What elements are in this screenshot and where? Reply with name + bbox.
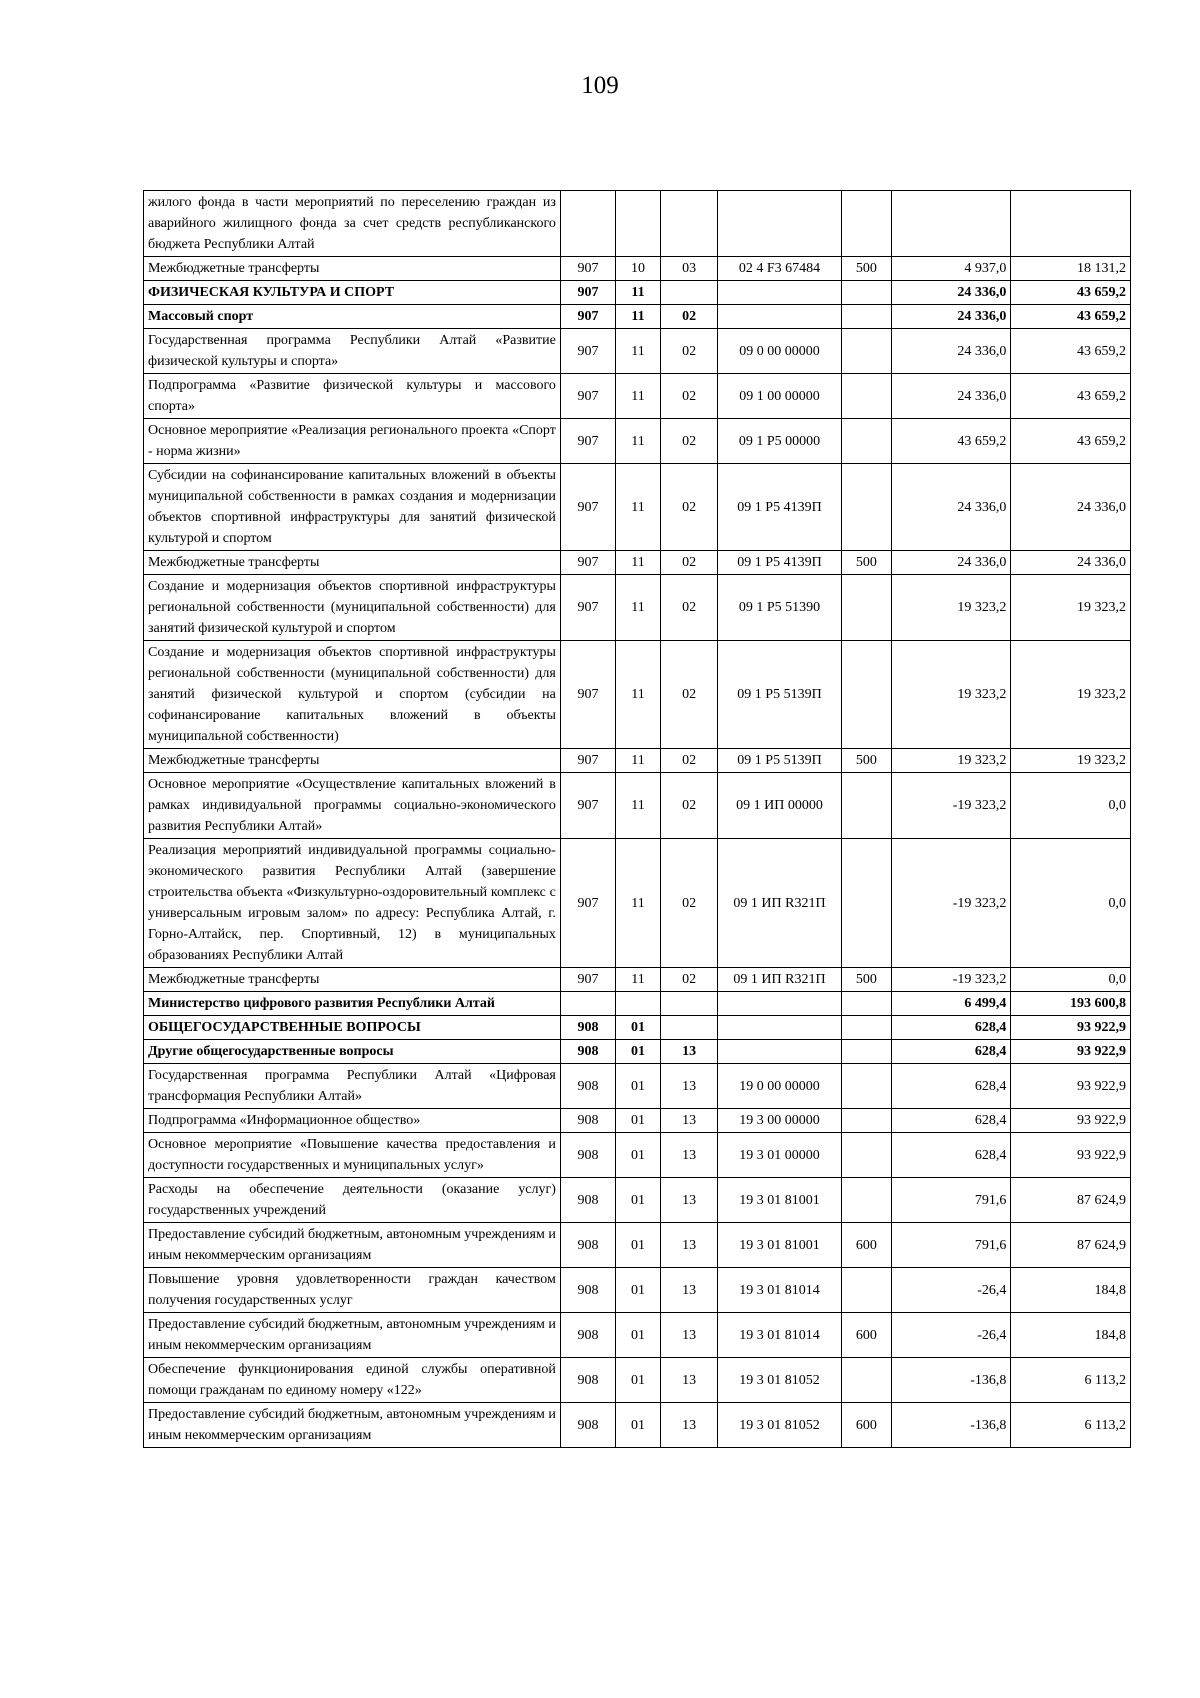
section-code: 11 [616,749,661,773]
expense-type-code [841,305,891,329]
item-name: Массовый спорт [144,305,561,329]
table-row [144,305,1131,329]
item-name: Основное мероприятие «Осуществление капитальных вложений в рамках индивидуальной программы социально-экономического развития Республики Алтай» [144,773,561,839]
item-name: Государственная программа Республики Алтай «Развитие физической культуры и спорта» [144,329,561,374]
item-name: Предоставление субсидий бюджетным, автономным учреждениям и иным некоммерческим организациям [144,1313,561,1358]
item-name: Субсидии на софинансирование капитальных вложений в объекты муниципальной собственности в рамках создания и модернизации объектов спортивной инфраструктуры для занятий физической культурой и спортом [144,464,561,551]
expense-type-code [841,641,891,749]
amount-first: -19 323,2 [891,968,1011,992]
table-row [144,329,1131,374]
amount-first: 628,4 [891,1064,1011,1109]
table-row [144,773,1131,839]
table-row [144,1178,1131,1223]
expense-type-code [841,773,891,839]
item-name: ФИЗИЧЕСКАЯ КУЛЬТУРА И СПОРТ [144,281,561,305]
item-name: Подпрограмма «Информационное общество» [144,1109,561,1133]
amount-first: -26,4 [891,1268,1011,1313]
section-code: 11 [616,281,661,305]
item-name: Повышение уровня удовлетворенности граждан качеством получения государственных услуг [144,1268,561,1313]
subsection-code [660,1016,717,1040]
item-name: ОБЩЕГОСУДАРСТВЕННЫЕ ВОПРОСЫ [144,1016,561,1040]
amount-second: 87 624,9 [1011,1223,1131,1268]
subsection-code: 13 [660,1223,717,1268]
expense-type-code: 600 [841,1403,891,1448]
amount-second: 93 922,9 [1011,1133,1131,1178]
section-code: 11 [616,641,661,749]
table-row [144,464,1131,551]
table-row [144,1268,1131,1313]
budget-table [143,190,1131,1448]
subsection-code: 02 [660,968,717,992]
amount-first: -136,8 [891,1403,1011,1448]
subsection-code: 02 [660,329,717,374]
section-code: 01 [616,1133,661,1178]
expense-type-code: 600 [841,1223,891,1268]
table-row [144,257,1131,281]
expense-type-code [841,191,891,257]
item-name: Реализация мероприятий индивидуальной программы социально-экономического развития Республики Алтай (завершение строительства объекта «Физкультурно-оздоровительный комплекс с универсальным игровым залом» по адресу: Республика Алтай, г. Горно-Алтайск, пер. Спортивный, 12) в муниципальных образованиях Республики Алтай [144,839,561,968]
target-article-code: 19 3 01 81052 [718,1403,842,1448]
expense-type-code: 600 [841,1313,891,1358]
target-article-code: 02 4 F3 67484 [718,257,842,281]
target-article-code: 19 3 01 81052 [718,1358,842,1403]
item-name: Межбюджетные трансферты [144,551,561,575]
table-row [144,839,1131,968]
amount-first: 24 336,0 [891,329,1011,374]
subsection-code: 13 [660,1178,717,1223]
amount-second: 0,0 [1011,968,1131,992]
amount-second: 93 922,9 [1011,1109,1131,1133]
amount-second: 43 659,2 [1011,419,1131,464]
ministry-code: 908 [560,1109,615,1133]
amount-second: 93 922,9 [1011,1064,1131,1109]
amount-first: 24 336,0 [891,281,1011,305]
amount-first: 19 323,2 [891,575,1011,641]
ministry-code: 908 [560,1223,615,1268]
section-code: 01 [616,1016,661,1040]
section-code: 01 [616,1109,661,1133]
item-name: Другие общегосударственные вопросы [144,1040,561,1064]
expense-type-code: 500 [841,257,891,281]
ministry-code: 907 [560,305,615,329]
subsection-code: 02 [660,419,717,464]
table-row [144,551,1131,575]
ministry-code: 907 [560,773,615,839]
amount-first: 19 323,2 [891,749,1011,773]
table-row [144,1064,1131,1109]
table-row [144,1133,1131,1178]
item-name: Основное мероприятие «Повышение качества предоставления и доступности государственных и муниципальных услуг» [144,1133,561,1178]
section-code: 01 [616,1178,661,1223]
amount-first: 24 336,0 [891,305,1011,329]
ministry-code: 908 [560,1178,615,1223]
ministry-code: 908 [560,1313,615,1358]
ministry-code: 907 [560,641,615,749]
subsection-code: 02 [660,575,717,641]
item-name: Подпрограмма «Развитие физической культуры и массового спорта» [144,374,561,419]
ministry-code: 908 [560,1268,615,1313]
expense-type-code [841,1268,891,1313]
subsection-code: 13 [660,1133,717,1178]
ministry-code: 907 [560,464,615,551]
target-article-code: 09 1 P5 5139П [718,749,842,773]
target-article-code: 09 1 P5 4139П [718,464,842,551]
amount-second: 24 336,0 [1011,551,1131,575]
subsection-code: 13 [660,1040,717,1064]
table-row [144,1403,1131,1448]
expense-type-code: 500 [841,968,891,992]
target-article-code [718,281,842,305]
target-article-code: 19 3 01 81014 [718,1313,842,1358]
subsection-code: 02 [660,839,717,968]
expense-type-code [841,1109,891,1133]
ministry-code: 907 [560,575,615,641]
target-article-code: 09 1 00 00000 [718,374,842,419]
target-article-code [718,992,842,1016]
ministry-code: 907 [560,257,615,281]
item-name: Государственная программа Республики Алтай «Цифровая трансформация Республики Алтай» [144,1064,561,1109]
amount-first: 6 499,4 [891,992,1011,1016]
table-row [144,1358,1131,1403]
item-name: жилого фонда в части мероприятий по переселению граждан из аварийного жилищного фонда за счет средств республиканского бюджета Республики Алтай [144,191,561,257]
ministry-code: 908 [560,1016,615,1040]
ministry-code: 907 [560,374,615,419]
section-code: 01 [616,1064,661,1109]
section-code: 01 [616,1040,661,1064]
target-article-code: 09 1 P5 4139П [718,551,842,575]
ministry-code: 907 [560,419,615,464]
table-row [144,1313,1131,1358]
expense-type-code [841,281,891,305]
subsection-code: 02 [660,464,717,551]
amount-first: 628,4 [891,1133,1011,1178]
amount-first: 791,6 [891,1178,1011,1223]
expense-type-code [841,1358,891,1403]
target-article-code [718,1016,842,1040]
item-name: Министерство цифрового развития Республики Алтай [144,992,561,1016]
target-article-code: 09 1 ИП R321П [718,839,842,968]
table-row [144,641,1131,749]
section-code: 01 [616,1268,661,1313]
section-code [616,992,661,1016]
expense-type-code [841,464,891,551]
amount-second: 0,0 [1011,773,1131,839]
target-article-code: 19 3 01 00000 [718,1133,842,1178]
amount-second: 6 113,2 [1011,1403,1131,1448]
subsection-code: 13 [660,1064,717,1109]
amount-first: -136,8 [891,1358,1011,1403]
expense-type-code: 500 [841,551,891,575]
expense-type-code [841,329,891,374]
item-name: Предоставление субсидий бюджетным, автономным учреждениям и иным некоммерческим организациям [144,1223,561,1268]
item-name: Основное мероприятие «Реализация регионального проекта «Спорт - норма жизни» [144,419,561,464]
expense-type-code [841,839,891,968]
target-article-code: 09 1 ИП 00000 [718,773,842,839]
amount-second: 93 922,9 [1011,1040,1131,1064]
target-article-code: 09 0 00 00000 [718,329,842,374]
item-name: Межбюджетные трансферты [144,257,561,281]
ministry-code: 907 [560,749,615,773]
amount-first: 24 336,0 [891,464,1011,551]
expense-type-code [841,1016,891,1040]
target-article-code: 09 1 ИП R321П [718,968,842,992]
amount-second: 43 659,2 [1011,305,1131,329]
section-code: 11 [616,839,661,968]
item-name: Создание и модернизация объектов спортивной инфраструктуры региональной собственности (муниципальной собственности) для занятий физической культурой и спортом (субсидии на софинансирование капитальных вложений в объекты муниципальной собственности) [144,641,561,749]
amount-second: 19 323,2 [1011,575,1131,641]
table-row [144,749,1131,773]
section-code: 10 [616,257,661,281]
budget-table-body [144,191,1131,1448]
amount-second: 43 659,2 [1011,281,1131,305]
amount-second: 43 659,2 [1011,374,1131,419]
ministry-code: 908 [560,1064,615,1109]
amount-first: 628,4 [891,1109,1011,1133]
table-row [144,1109,1131,1133]
target-article-code: 09 1 P5 51390 [718,575,842,641]
amount-first [891,191,1011,257]
section-code: 01 [616,1403,661,1448]
section-code: 11 [616,551,661,575]
subsection-code: 03 [660,257,717,281]
item-name: Обеспечение функционирования единой службы оперативной помощи гражданам по единому номеру «122» [144,1358,561,1403]
amount-first: 628,4 [891,1016,1011,1040]
target-article-code: 19 3 00 00000 [718,1109,842,1133]
amount-second: 0,0 [1011,839,1131,968]
ministry-code: 907 [560,329,615,374]
target-article-code [718,305,842,329]
target-article-code: 09 1 P5 00000 [718,419,842,464]
section-code [616,191,661,257]
expense-type-code [841,575,891,641]
amount-second: 184,8 [1011,1313,1131,1358]
amount-second: 6 113,2 [1011,1358,1131,1403]
expense-type-code: 500 [841,749,891,773]
subsection-code: 02 [660,374,717,419]
amount-first: -26,4 [891,1313,1011,1358]
amount-second: 43 659,2 [1011,329,1131,374]
amount-first: 628,4 [891,1040,1011,1064]
amount-second: 19 323,2 [1011,641,1131,749]
ministry-code [560,992,615,1016]
item-name: Предоставление субсидий бюджетным, автономным учреждениям и иным некоммерческим организациям [144,1403,561,1448]
section-code: 01 [616,1313,661,1358]
table-row [144,1016,1131,1040]
amount-second: 193 600,8 [1011,992,1131,1016]
table-row [144,575,1131,641]
subsection-code: 13 [660,1403,717,1448]
subsection-code: 13 [660,1109,717,1133]
subsection-code: 13 [660,1268,717,1313]
amount-second: 184,8 [1011,1268,1131,1313]
amount-first: -19 323,2 [891,839,1011,968]
amount-second: 24 336,0 [1011,464,1131,551]
subsection-code: 02 [660,305,717,329]
table-row [144,992,1131,1016]
subsection-code: 13 [660,1313,717,1358]
subsection-code: 02 [660,773,717,839]
section-code: 11 [616,374,661,419]
page-number: 109 [581,72,619,99]
ministry-code: 907 [560,968,615,992]
ministry-code: 908 [560,1133,615,1178]
subsection-code [660,281,717,305]
expense-type-code [841,1040,891,1064]
section-code: 11 [616,773,661,839]
amount-first: 791,6 [891,1223,1011,1268]
table-row [144,968,1131,992]
subsection-code [660,191,717,257]
table-row [144,1223,1131,1268]
ministry-code: 907 [560,839,615,968]
subsection-code: 02 [660,551,717,575]
item-name: Расходы на обеспечение деятельности (оказание услуг) государственных учреждений [144,1178,561,1223]
ministry-code: 908 [560,1040,615,1064]
subsection-code: 13 [660,1358,717,1403]
section-code: 11 [616,305,661,329]
section-code: 11 [616,968,661,992]
subsection-code [660,992,717,1016]
section-code: 11 [616,329,661,374]
amount-first: -19 323,2 [891,773,1011,839]
section-code: 01 [616,1223,661,1268]
table-row [144,191,1131,257]
subsection-code: 02 [660,641,717,749]
amount-second: 93 922,9 [1011,1016,1131,1040]
target-article-code: 19 3 01 81001 [718,1223,842,1268]
amount-first: 24 336,0 [891,551,1011,575]
ministry-code: 907 [560,281,615,305]
target-article-code [718,1040,842,1064]
table-row [144,419,1131,464]
expense-type-code [841,1133,891,1178]
amount-second [1011,191,1131,257]
amount-second: 19 323,2 [1011,749,1131,773]
expense-type-code [841,1064,891,1109]
target-article-code: 19 3 01 81001 [718,1178,842,1223]
section-code: 01 [616,1358,661,1403]
item-name: Межбюджетные трансферты [144,749,561,773]
expense-type-code [841,1178,891,1223]
item-name: Межбюджетные трансферты [144,968,561,992]
amount-first: 19 323,2 [891,641,1011,749]
item-name: Создание и модернизация объектов спортивной инфраструктуры региональной собственности (муниципальной собственности) для занятий физической культурой и спортом [144,575,561,641]
amount-first: 43 659,2 [891,419,1011,464]
expense-type-code [841,419,891,464]
subsection-code: 02 [660,749,717,773]
section-code: 11 [616,464,661,551]
amount-second: 18 131,2 [1011,257,1131,281]
ministry-code: 907 [560,551,615,575]
amount-first: 4 937,0 [891,257,1011,281]
table-row [144,1040,1131,1064]
target-article-code: 19 0 00 00000 [718,1064,842,1109]
section-code: 11 [616,419,661,464]
table-row [144,281,1131,305]
ministry-code [560,191,615,257]
target-article-code: 19 3 01 81014 [718,1268,842,1313]
expense-type-code [841,992,891,1016]
expense-type-code [841,374,891,419]
ministry-code: 908 [560,1403,615,1448]
table-row [144,374,1131,419]
amount-first: 24 336,0 [891,374,1011,419]
amount-second: 87 624,9 [1011,1178,1131,1223]
target-article-code: 09 1 P5 5139П [718,641,842,749]
ministry-code: 908 [560,1358,615,1403]
section-code: 11 [616,575,661,641]
target-article-code [718,191,842,257]
